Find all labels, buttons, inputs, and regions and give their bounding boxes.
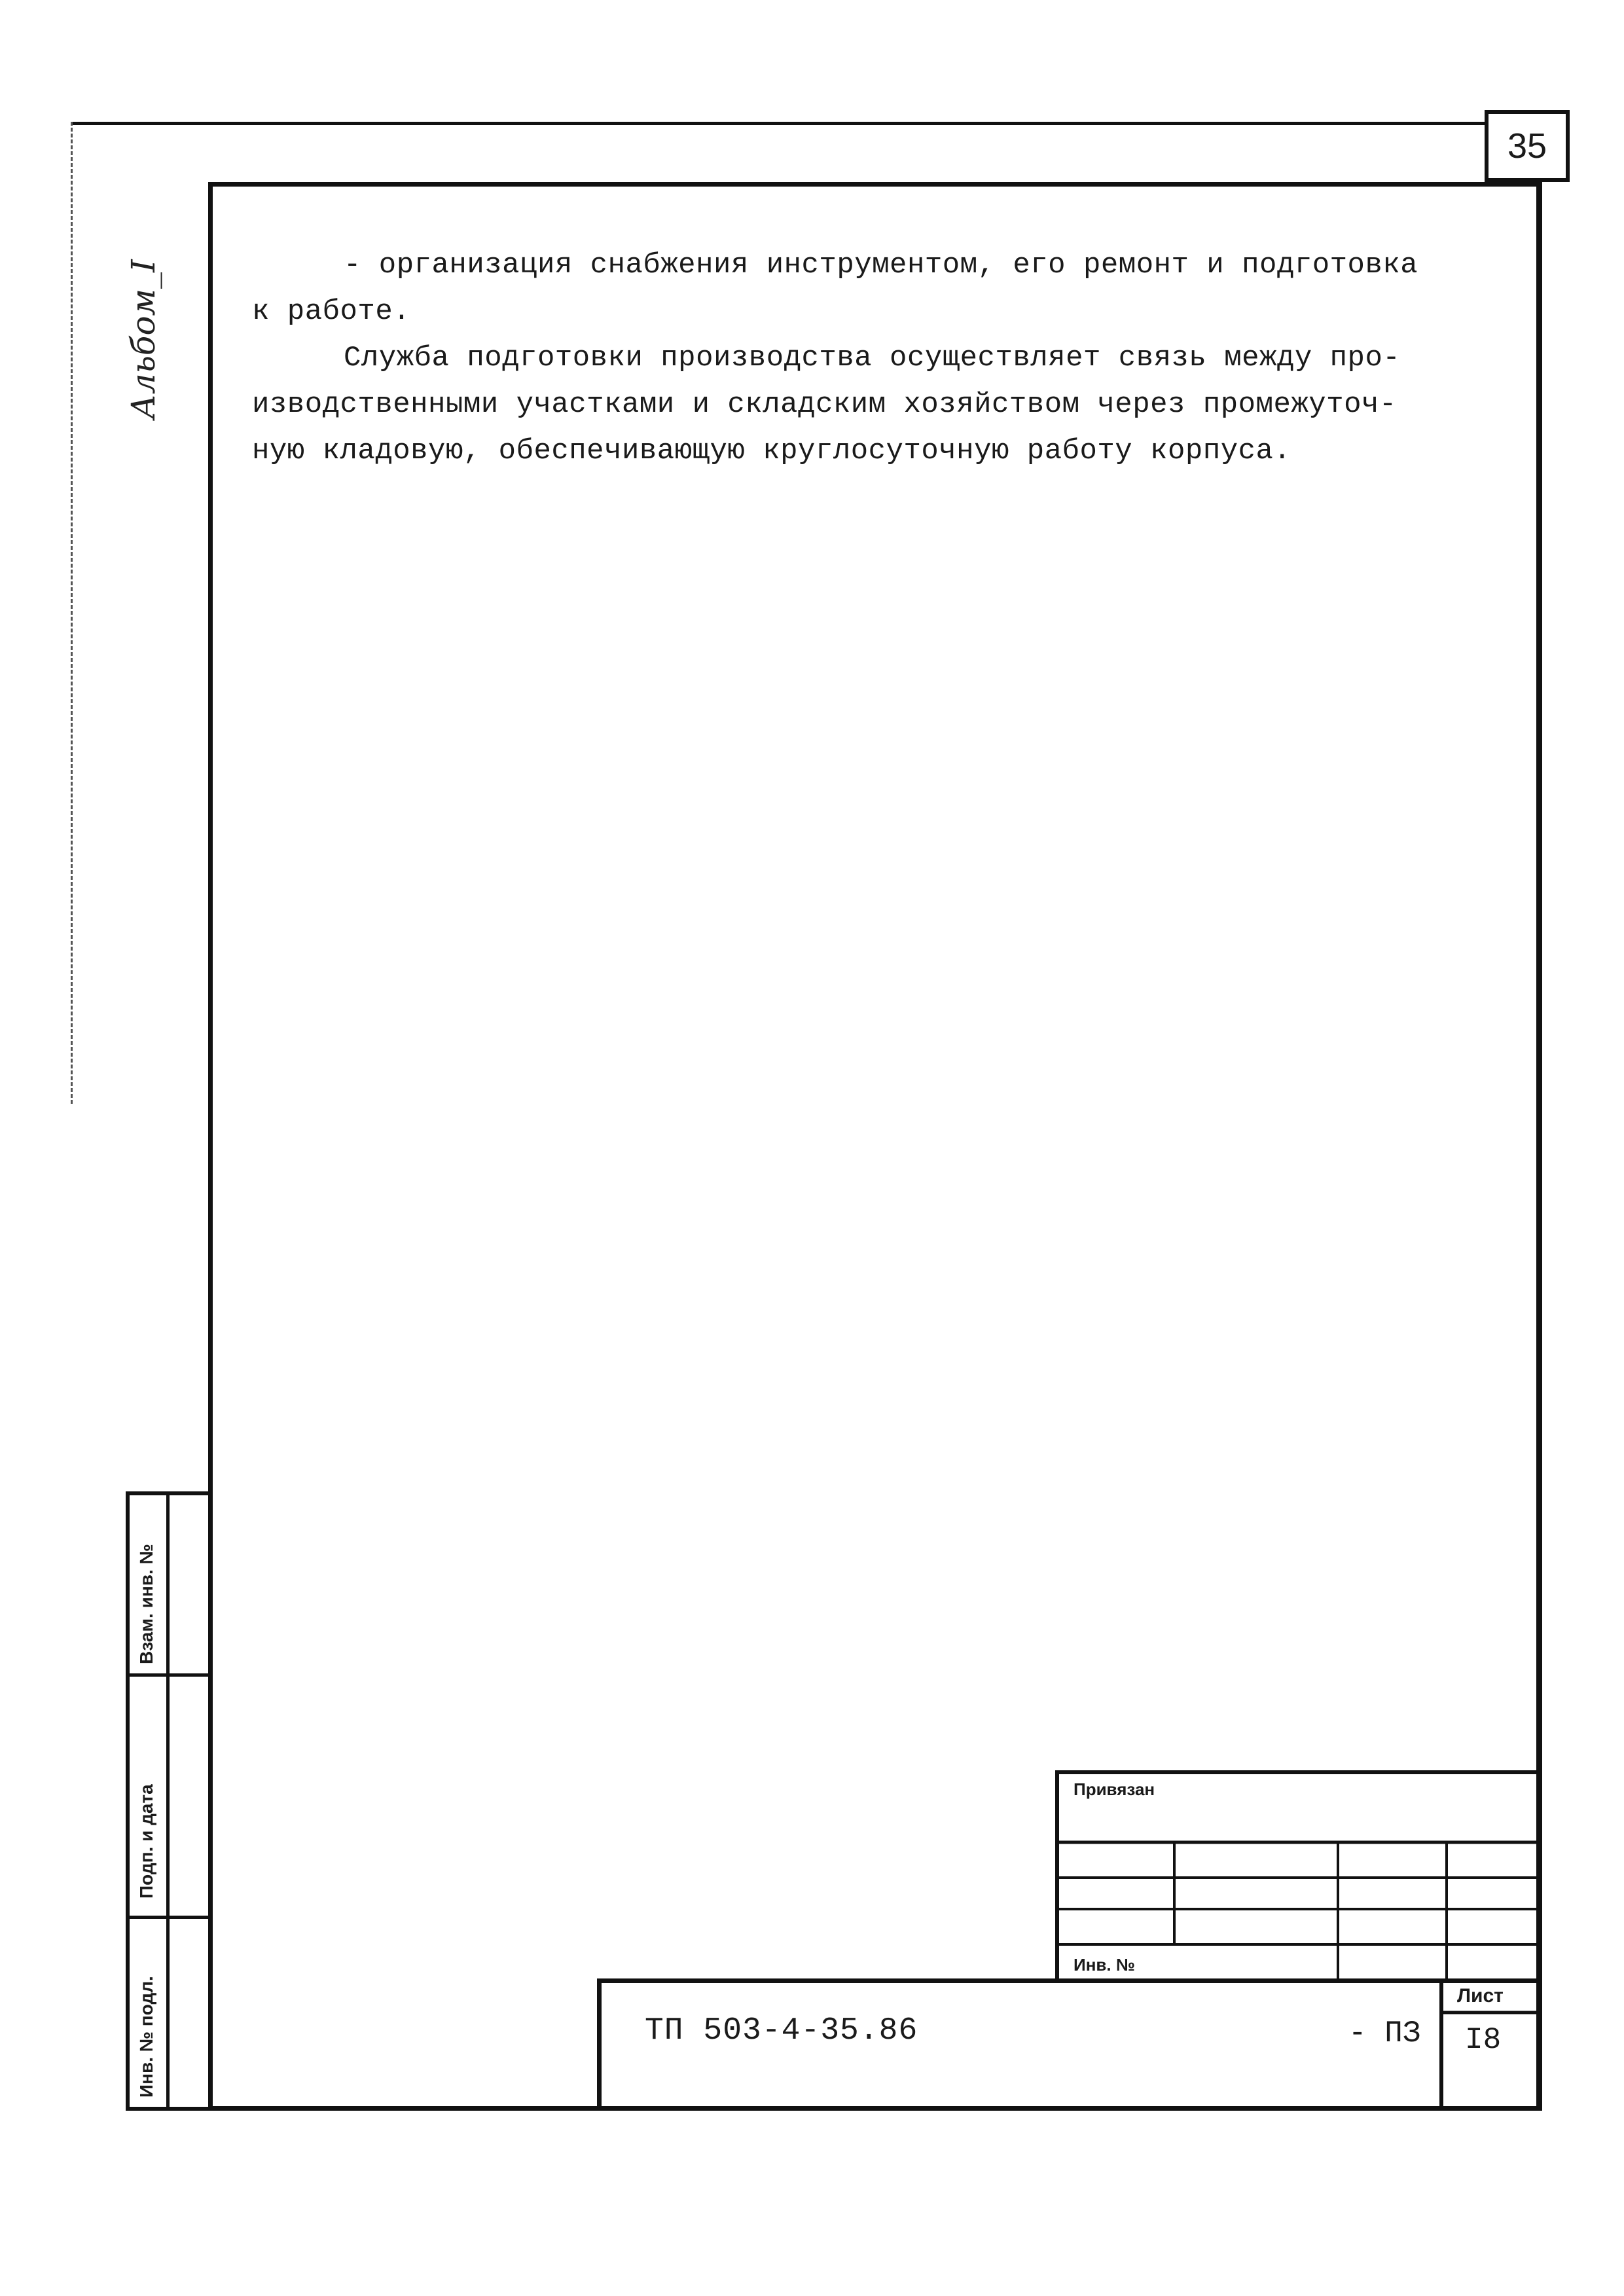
text-line-5: ную кладовую, обеспечивающую круглосуточную работу корпуса. bbox=[252, 435, 1291, 467]
title-block-inv-no: Инв. № bbox=[1074, 1955, 1135, 1975]
page-number: 35 bbox=[1485, 110, 1570, 182]
text-line-4: изводственными участками и складским хозяйством через промежуточ- bbox=[252, 388, 1397, 421]
text-line-1: - организация снабжения инструментом, его ремонт и подготовка bbox=[344, 249, 1418, 282]
title-block-privyazan: Привязан bbox=[1074, 1779, 1155, 1799]
side-stamp-podp-data: Подп. и дата bbox=[136, 1784, 156, 1899]
sheet-number: I8 bbox=[1465, 2023, 1502, 2057]
sheet-left-dashed-edge bbox=[71, 122, 73, 1104]
side-stamp bbox=[126, 1491, 208, 2111]
text-line-3: Служба подготовки производства осуществляет связь между про- bbox=[344, 342, 1401, 374]
title-block-grid bbox=[1055, 1770, 1542, 1978]
title-block-upper bbox=[1055, 1770, 1542, 1978]
sheet-top-edge bbox=[71, 122, 1485, 125]
text-line-2: к работе. bbox=[252, 295, 411, 328]
side-stamp-separator-2 bbox=[130, 1916, 212, 1919]
album-label: Альбом_I bbox=[124, 259, 162, 419]
body-text bbox=[252, 242, 1496, 475]
sheet-label: Лист bbox=[1457, 1985, 1504, 2007]
side-stamp-vzam-inv: Взам. инв. № bbox=[136, 1544, 156, 1664]
side-stamp-inv-podl: Инв. № подл. bbox=[136, 1976, 156, 2098]
side-stamp-separator-1 bbox=[130, 1673, 212, 1677]
document-code: ТП 503-4-35.86 bbox=[645, 2013, 918, 2049]
document-suffix: - ПЗ bbox=[1348, 2016, 1421, 2050]
